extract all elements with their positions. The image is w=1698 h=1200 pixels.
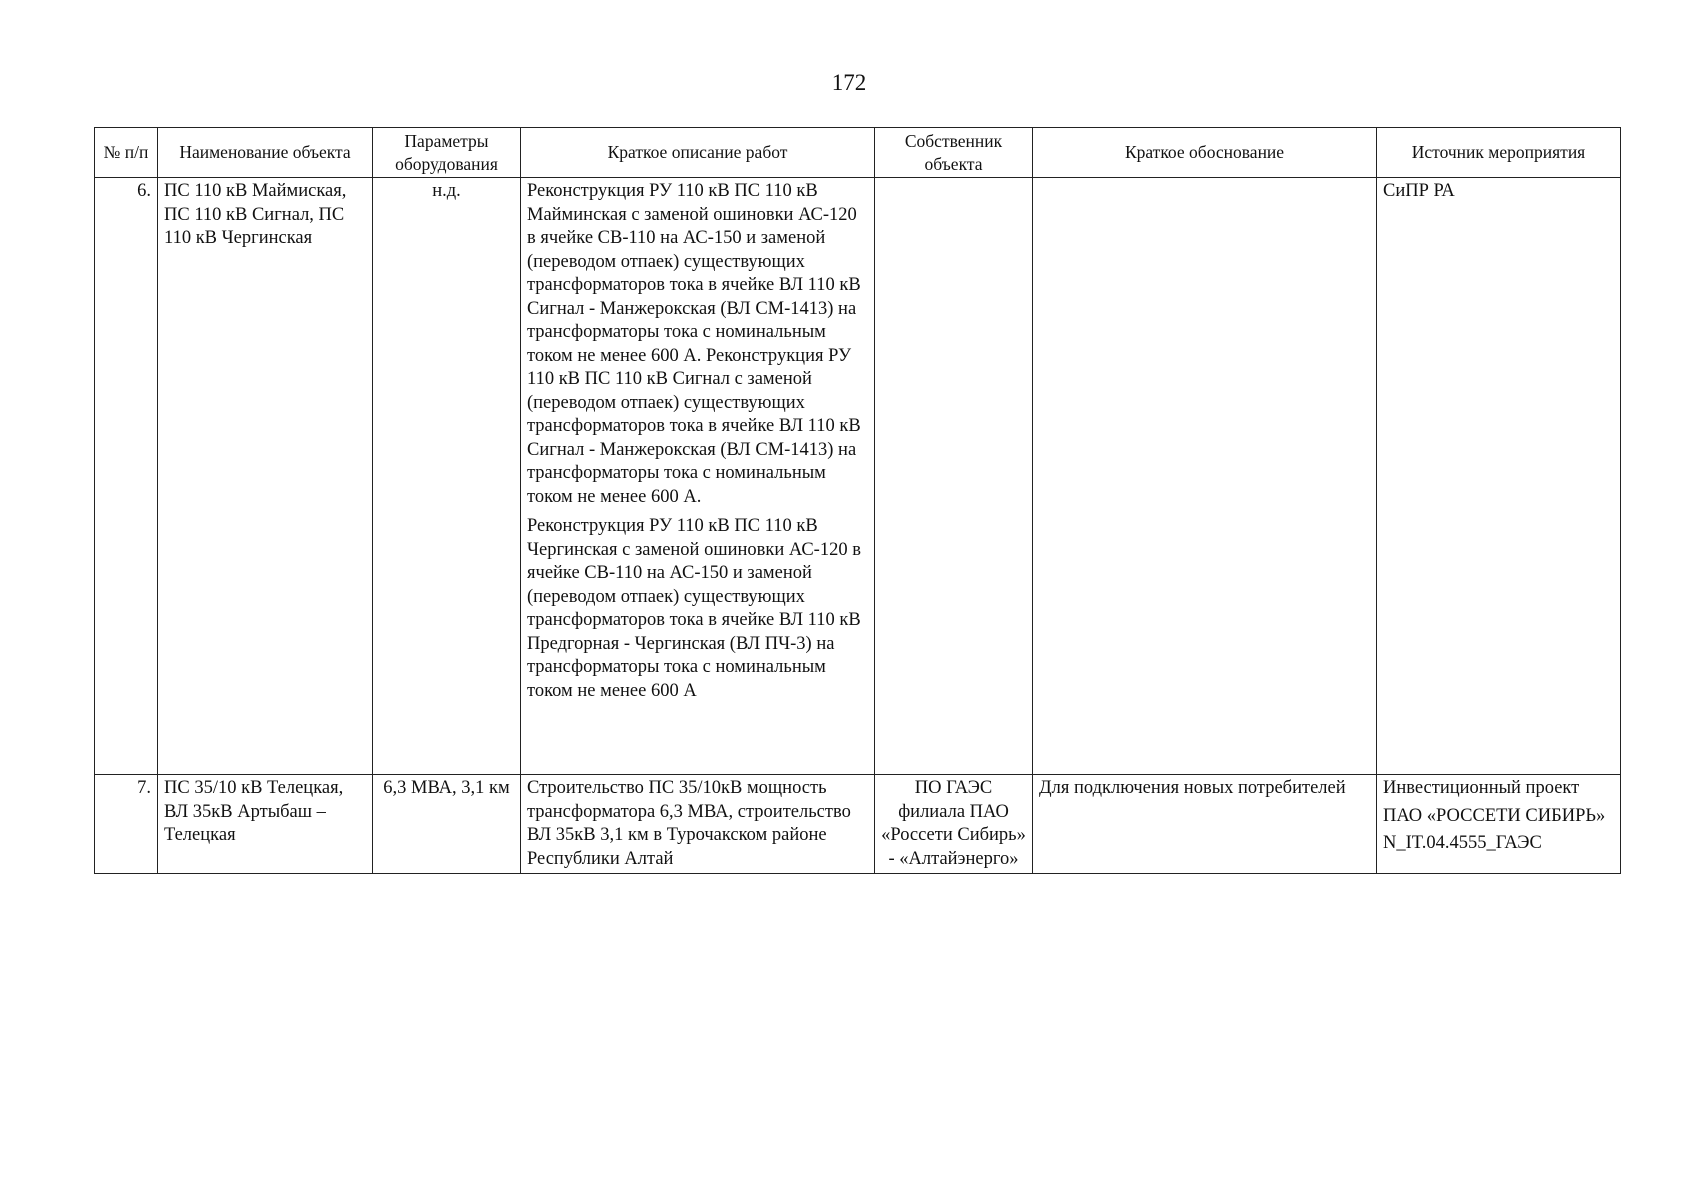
table-row [95, 775, 1621, 874]
source-line: СиПР РА [1383, 181, 1455, 201]
header-source: Источник мероприятия [1377, 128, 1621, 178]
row-number: 7. [95, 775, 158, 874]
justification-cell [1033, 178, 1377, 775]
justification-cell: Для подключения новых потребителей [1033, 775, 1377, 874]
header-justification: Краткое обоснование [1033, 128, 1377, 178]
header-num: № п/п [95, 128, 158, 178]
object-owner-cell: ПО ГАЭС филиала ПАО «Россети Сибирь» - «Алтайэнерго» [875, 775, 1033, 874]
description-paragraph: Реконструкция РУ 110 кВ ПС 110 кВ Майминская с заменой ошиновки АС-120 в ячейке СВ-110 на АС-150 и заменой (переводом отпаек) существующих трансформаторов тока в ячейке ВЛ 110 кВ Сигнал - Манжерокская (ВЛ СМ-1413) на трансформаторы тока с номинальным током не менее 600 А. Реконструкция РУ 110 кВ ПС 110 кВ Сигнал с заменой (переводом отпаек) существующих трансформаторов тока в ячейке ВЛ 110 кВ Сигнал - Манжерокская (ВЛ СМ-1413) на трансформаторы тока с номинальным током не менее 600 А. [527, 181, 861, 507]
table-header-row [95, 128, 1621, 178]
table-row [95, 178, 1621, 775]
equipment-params-cell: 6,3 МВА, 3,1 км [373, 775, 521, 874]
work-description-cell [521, 178, 875, 775]
object-name-cell: ПС 110 кВ Маймиская, ПС 110 кВ Сигнал, ПС 110 кВ Чергинская [158, 178, 373, 775]
header-object-name: Наименование объекта [158, 128, 373, 178]
row-number: 6. [95, 178, 158, 775]
page-number: 172 [831, 70, 867, 95]
header-object-owner: Собственник объекта [875, 128, 1033, 178]
work-description-cell [521, 775, 875, 874]
source-line: Инвестиционный проект [1383, 778, 1580, 798]
works-table [94, 127, 1621, 874]
header-work-description: Краткое описание работ [521, 128, 875, 178]
header-equipment-params: Параметры оборудования [373, 128, 521, 178]
equipment-params-cell: н.д. [373, 178, 521, 775]
object-owner-cell [875, 178, 1033, 775]
description-paragraph: Строительство ПС 35/10кВ мощность трансформатора 6,3 МВА, строительство ВЛ 35кВ 3,1 км в Турочакском районе Республики Алтай [527, 778, 851, 869]
source-line: N_IT.04.4555_ГАЭС [1383, 833, 1542, 853]
source-line: ПАО «РОССЕТИ СИБИРЬ» [1383, 805, 1606, 826]
object-name-cell: ПС 35/10 кВ Телецкая, ВЛ 35кВ Артыбаш – Телецкая [158, 775, 373, 874]
source-cell [1377, 178, 1621, 775]
description-paragraph: Реконструкция РУ 110 кВ ПС 110 кВ Чергинская с заменой ошиновки АС-120 в ячейке СВ-110 на АС-150 и заменой (переводом отпаек) существующих трансформаторов тока в ячейке ВЛ 110 кВ Предгорная - Чергинская (ВЛ ПЧ-3) на трансформаторы тока с номинальным током не менее 600 А [527, 516, 861, 701]
source-cell [1377, 775, 1621, 874]
